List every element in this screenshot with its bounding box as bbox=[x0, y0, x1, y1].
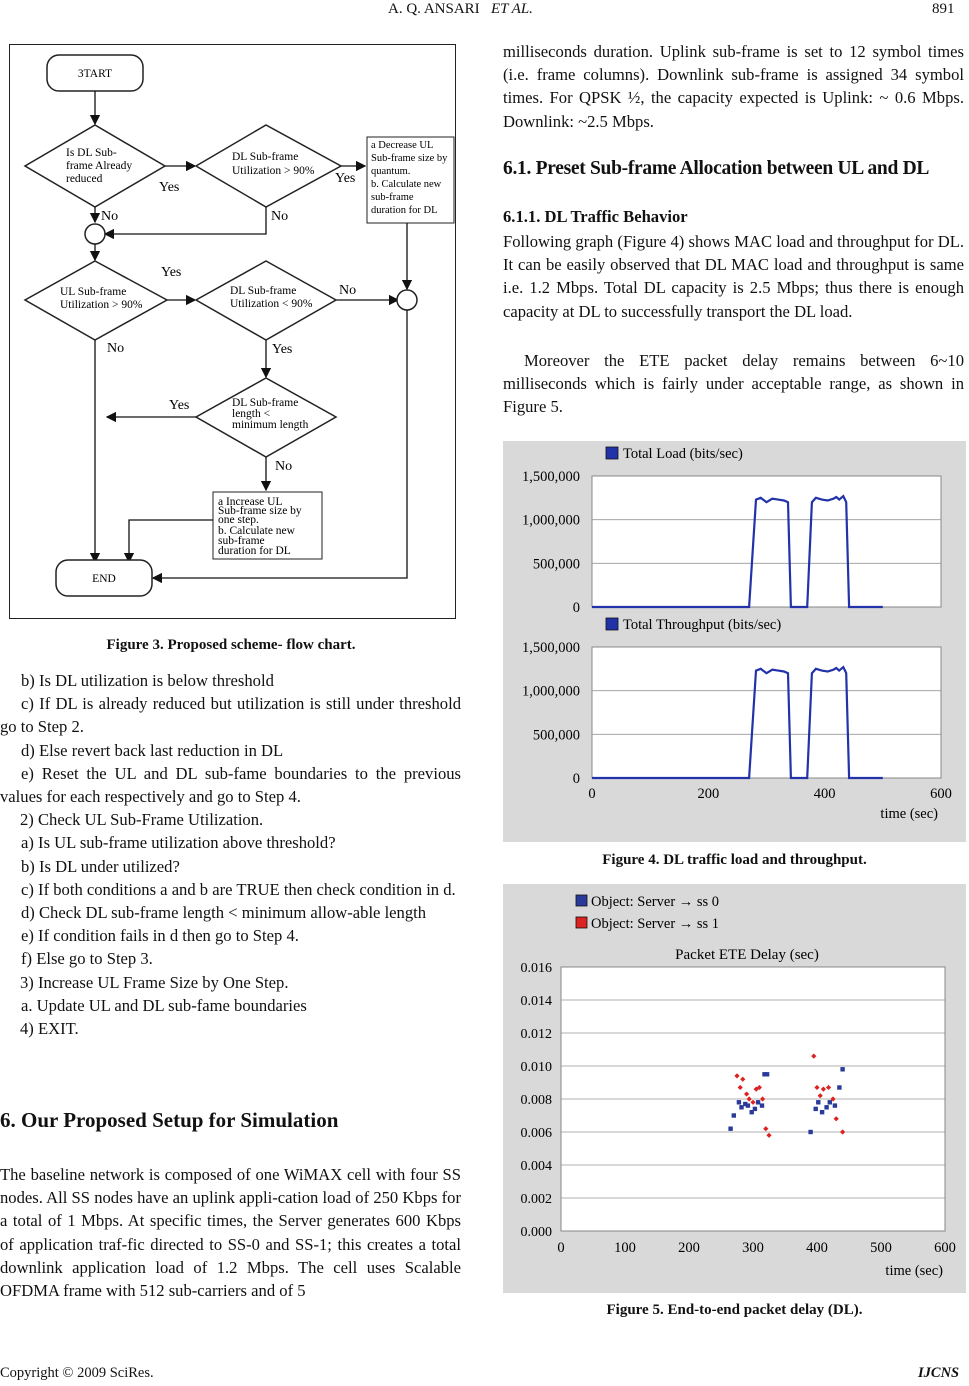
chart-title: Packet ETE Delay (sec) bbox=[675, 947, 819, 963]
y-tick-label: 1,000,000 bbox=[522, 512, 580, 529]
y-tick-label: 0.006 bbox=[520, 1126, 552, 1141]
data-point-ss0 bbox=[756, 1100, 760, 1104]
step-item: 3) Increase UL Frame Size by One Step. bbox=[20, 972, 289, 992]
data-point-ss0 bbox=[728, 1127, 732, 1131]
section6-title: 6. Our Proposed Setup for Simulation bbox=[0, 1108, 339, 1132]
x-tick-label: 100 bbox=[614, 1240, 636, 1256]
footer-copyright: Copyright © 2009 SciRes. bbox=[0, 1365, 154, 1381]
data-point-ss0 bbox=[760, 1103, 764, 1107]
legend-label: Object: Server → ss 1 bbox=[591, 916, 720, 932]
svg-text:DL Sub-frame: DL Sub-frame bbox=[232, 151, 299, 163]
data-point-ss0 bbox=[824, 1105, 828, 1109]
x-tick-label: 0 bbox=[588, 786, 596, 802]
svg-text:DL Sub-frame: DL Sub-frame bbox=[232, 397, 299, 409]
process-decrease-ul bbox=[367, 137, 454, 223]
step-item: e) Reset the UL and DL sub-fame boundaries to the previous values for each respectively and go to Step 4. bbox=[0, 763, 461, 807]
x-tick-label: 600 bbox=[934, 1240, 956, 1256]
svg-text:3TART: 3TART bbox=[77, 68, 113, 80]
step-item: d) Else revert back last reduction in DL bbox=[21, 740, 284, 760]
no-label: No bbox=[101, 209, 119, 224]
right-paragraph-3: Moreover the ETE packet delay remains between 6~10 milliseconds which is fairly under acceptable range, as shown in Figure 5. bbox=[503, 351, 964, 417]
section6-paragraph: The baseline network is composed of one WiMAX cell with four SS nodes. All SS nodes have an uplink appli-cation load of 250 Kbps for a total of 1 Mbps. At specific times, the Server generates 600 Kbps of application traf-fic directed to SS-0 and SS-1; this creates a total downlink application load of 1.2 Mbps. The cell uses Scalable OFDMA frame with 512 sub-carriers and of 5 bbox=[0, 1165, 461, 1301]
svg-text:reduced: reduced bbox=[66, 173, 103, 185]
running-header bbox=[388, 1, 533, 18]
no-label: No bbox=[271, 209, 289, 224]
svg-text:quantum.: quantum. bbox=[371, 166, 411, 177]
x-axis-label: time (sec) bbox=[880, 806, 938, 822]
svg-text:Utilization > 90%: Utilization > 90% bbox=[232, 165, 315, 177]
svg-text:length <: length < bbox=[232, 408, 271, 420]
step-item: c) If DL is already reduced but utilization is still under threshold go to Step 2. bbox=[0, 694, 461, 737]
data-point-ss0 bbox=[753, 1107, 757, 1111]
data-point-ss0 bbox=[814, 1107, 818, 1111]
no-label: No bbox=[275, 459, 293, 474]
step-item: b) Is DL utilization is below threshold bbox=[21, 671, 274, 690]
svg-text:UL Sub-frame: UL Sub-frame bbox=[60, 286, 127, 298]
junction-node bbox=[397, 290, 417, 310]
svg-text:b. Calculate new: b. Calculate new bbox=[218, 525, 295, 537]
y-tick-label: 0.016 bbox=[520, 961, 552, 976]
svg-text:b. Calculate new: b. Calculate new bbox=[371, 179, 442, 190]
step-item: b) Is DL under utilized? bbox=[21, 856, 180, 876]
data-point-ss0 bbox=[746, 1103, 750, 1107]
svg-text:one step.: one step. bbox=[218, 514, 259, 526]
section611-title: 6.1.1. DL Traffic Behavior bbox=[503, 207, 688, 226]
step-item: 2) Check UL Sub-Frame Utilization. bbox=[20, 810, 264, 830]
y-tick-label: 0.010 bbox=[520, 1060, 552, 1075]
y-tick-label: 0.014 bbox=[520, 994, 552, 1009]
header-authors: A. Q. ANSARI bbox=[388, 1, 480, 17]
legend-swatch bbox=[606, 447, 618, 459]
plot-area bbox=[592, 647, 941, 778]
x-tick-label: 500 bbox=[870, 1240, 892, 1256]
legend-label: Total Throughput (bits/sec) bbox=[623, 617, 782, 633]
legend-swatch bbox=[606, 618, 618, 630]
svg-text:END: END bbox=[92, 573, 116, 585]
svg-text:a Increase UL: a Increase UL bbox=[218, 496, 283, 508]
data-point-ss0 bbox=[828, 1100, 832, 1104]
step-item: a. Update UL and DL sub-fame boundaries bbox=[21, 995, 307, 1015]
legend-swatch bbox=[576, 895, 587, 906]
data-point-ss0 bbox=[820, 1110, 824, 1114]
svg-text:duration for DL: duration for DL bbox=[218, 545, 291, 557]
legend-label: Object: Server → ss 0 bbox=[591, 894, 720, 910]
svg-text:duration for DL: duration for DL bbox=[371, 205, 438, 216]
y-tick-label: 0.004 bbox=[520, 1159, 552, 1174]
yes-label: Yes bbox=[335, 171, 356, 186]
step-item: 4) EXIT. bbox=[20, 1019, 79, 1039]
step-item: c) If both conditions a and b are TRUE then check condition in d. bbox=[21, 879, 456, 899]
y-tick-label: 0.002 bbox=[520, 1192, 552, 1207]
legend-swatch bbox=[576, 917, 587, 928]
figure4-chart bbox=[503, 441, 966, 842]
x-tick-label: 200 bbox=[697, 786, 720, 802]
step-item: d) Check DL sub-frame length < minimum allow-able length bbox=[21, 903, 427, 923]
right-paragraph-2: Following graph (Figure 4) shows MAC load and throughput for DL. It can be easily observed that DL MAC load and throughput is same i.e. 1.2 Mbps. Total DL capacity is 2.5 Mbps; thus there is enough capacity at DL to successfully transport the DL load. bbox=[503, 232, 964, 321]
yes-label: Yes bbox=[169, 398, 190, 413]
svg-text:Utilization > 90%: Utilization > 90% bbox=[60, 299, 143, 311]
section61-title: 6.1. Preset Sub-frame Allocation between UL and DL bbox=[503, 158, 930, 179]
step-item: f) Else go to Step 3. bbox=[21, 949, 153, 969]
data-point-ss0 bbox=[808, 1130, 812, 1134]
start-node bbox=[47, 55, 143, 91]
data-point-ss0 bbox=[732, 1113, 736, 1117]
svg-text:minimum length: minimum length bbox=[232, 419, 309, 431]
svg-text:sub-frame: sub-frame bbox=[218, 535, 265, 547]
svg-text:sub-frame: sub-frame bbox=[371, 192, 414, 203]
junction-node bbox=[85, 224, 105, 244]
data-point-ss0 bbox=[833, 1103, 837, 1107]
svg-text:a Decrease UL: a Decrease UL bbox=[371, 140, 434, 151]
figure4-caption: Figure 4. DL traffic load and throughput. bbox=[602, 852, 867, 868]
step-item: e) If condition fails in d then go to Step 4. bbox=[21, 926, 299, 946]
x-tick-label: 300 bbox=[742, 1240, 764, 1256]
no-label: No bbox=[339, 283, 357, 298]
svg-text:Sub-frame size by: Sub-frame size by bbox=[371, 153, 448, 164]
x-tick-label: 400 bbox=[806, 1240, 828, 1256]
yes-label: Yes bbox=[161, 265, 182, 280]
data-point-ss0 bbox=[737, 1100, 741, 1104]
y-tick-label: 500,000 bbox=[532, 727, 580, 744]
x-axis-label: time (sec) bbox=[885, 1263, 943, 1279]
legend-label: Total Load (bits/sec) bbox=[623, 446, 743, 462]
end-node bbox=[56, 560, 152, 596]
yes-label: Yes bbox=[159, 180, 180, 195]
y-tick-label: 0.012 bbox=[520, 1027, 552, 1042]
footer-journal: IJCNS bbox=[918, 1365, 960, 1381]
flowchart-figure bbox=[9, 44, 456, 619]
y-tick-label: 0 bbox=[572, 771, 580, 787]
data-point-ss0 bbox=[739, 1105, 743, 1109]
yes-label: Yes bbox=[272, 342, 293, 357]
figure3-caption: Figure 3. Proposed scheme- flow chart. bbox=[106, 637, 356, 653]
svg-text:Utilization < 90%: Utilization < 90% bbox=[230, 298, 313, 310]
plot-area bbox=[592, 476, 941, 607]
header-et-al: ET AL. bbox=[490, 1, 533, 17]
data-point-ss0 bbox=[840, 1067, 844, 1071]
y-tick-label: 0.008 bbox=[520, 1093, 552, 1108]
y-tick-label: 500,000 bbox=[532, 556, 580, 573]
svg-text:DL Sub-frame: DL Sub-frame bbox=[230, 285, 297, 297]
svg-text:frame Already: frame Already bbox=[66, 160, 133, 172]
svg-text:Sub-frame size by: Sub-frame size by bbox=[218, 505, 302, 517]
figure5-caption: Figure 5. End-to-end packet delay (DL). bbox=[606, 1302, 863, 1318]
y-tick-label: 0.000 bbox=[520, 1225, 552, 1240]
y-tick-label: 1,000,000 bbox=[522, 683, 580, 700]
y-tick-label: 1,500,000 bbox=[522, 469, 580, 485]
y-tick-label: 1,500,000 bbox=[522, 640, 580, 656]
y-tick-label: 0 bbox=[572, 600, 580, 616]
x-tick-label: 600 bbox=[930, 786, 952, 802]
data-point-ss0 bbox=[765, 1072, 769, 1076]
process-increase-ul bbox=[213, 492, 322, 559]
step-item: a) Is UL sub-frame utilization above threshold? bbox=[21, 833, 336, 853]
x-tick-label: 0 bbox=[557, 1240, 565, 1256]
page-number: 891 bbox=[932, 1, 955, 17]
x-tick-label: 200 bbox=[678, 1240, 700, 1256]
data-point-ss0 bbox=[837, 1085, 841, 1089]
left-column-steps bbox=[0, 669, 461, 1040]
x-tick-label: 400 bbox=[813, 786, 836, 802]
right-paragraph-1: milliseconds duration. Uplink sub-frame is set to 12 symbol times (i.e. frame columns). Downlink sub-frame is assigned 34 symbol times. For QPSK ½, the capacity expected is Uplink: ~ 0.6 Mbps. Downlink: ~2.5 Mbps. bbox=[503, 42, 964, 131]
figure5-chart bbox=[503, 884, 966, 1293]
data-point-ss0 bbox=[816, 1100, 820, 1104]
svg-text:Is DL Sub-: Is DL Sub- bbox=[66, 147, 117, 159]
no-label: No bbox=[107, 341, 125, 356]
